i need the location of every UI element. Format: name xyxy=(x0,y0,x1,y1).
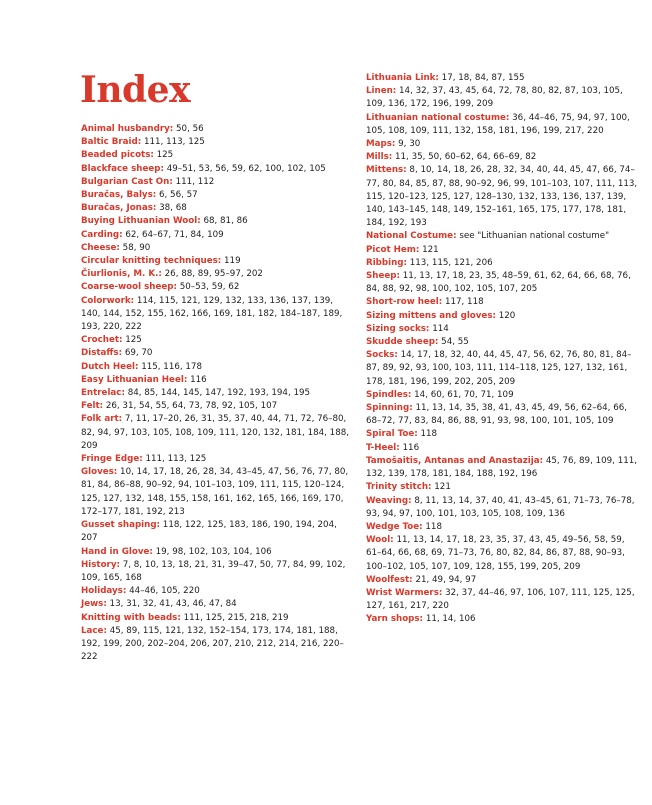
index-term: Easy Lithuanian Heel: xyxy=(81,374,188,385)
index-pages: 111, 113, 125 xyxy=(145,454,207,465)
index-entry xyxy=(81,189,353,202)
index-pages: 14, 32, 37, 43, 45, 64, 72, 78, 80, 82, 87, 103, 105, 109, 136, 172, 196, 199, 209 xyxy=(366,86,623,110)
index-term: Lithuanian national costume: xyxy=(366,112,510,123)
index-term: Gusset shaping: xyxy=(81,520,161,531)
index-pages: 44–46, 105, 220 xyxy=(129,586,200,597)
index-pages: 7, 8, 10, 13, 18, 21, 31, 39–47, 50, 77, 84, 99, 102, 109, 165, 168 xyxy=(81,559,346,583)
index-pages: 21, 49, 94, 97 xyxy=(415,574,477,585)
index-pages: 14, 17, 18, 32, 40, 44, 45, 47, 56, 62, 76, 80, 81, 84–87, 89, 92, 93, 100, 103, 111, 114–118, 125, 127, 132, 161, 178, 181, 196, 199, 202, 205, 209 xyxy=(366,350,632,387)
index-pages: 17, 18, 84, 87, 155 xyxy=(441,73,525,83)
index-term: Yarn shops: xyxy=(366,614,424,625)
index-entry xyxy=(81,519,353,545)
index-term: Knitting with beads: xyxy=(81,612,181,623)
index-pages: 6, 56, 57 xyxy=(159,190,198,201)
index-entry xyxy=(81,585,353,598)
index-entry xyxy=(366,613,638,626)
index-pages: 125 xyxy=(125,335,142,346)
index-term: Spindles: xyxy=(366,389,412,400)
index-entry xyxy=(366,534,638,574)
index-entry xyxy=(81,387,353,400)
index-term: Mills: xyxy=(366,152,393,163)
index-entry xyxy=(366,323,638,336)
index-term: Coarse-wool sheep: xyxy=(81,282,177,293)
index-entry xyxy=(81,625,353,665)
index-pages: 69, 70 xyxy=(124,348,153,359)
index-pages: 50, 56 xyxy=(176,124,204,134)
index-term: Sheep: xyxy=(366,271,400,282)
index-pages: 38, 68 xyxy=(159,203,187,214)
index-column-left xyxy=(81,123,353,664)
index-pages: 7, 11, 17–20, 26, 31, 35, 37, 40, 44, 71, 72, 76–80, 82, 94, 97, 103, 105, 108, 109, 111, 120, 132, 181, 184, 188, 209 xyxy=(81,414,350,451)
index-entry xyxy=(81,163,353,176)
index-pages: 111, 125, 215, 218, 219 xyxy=(183,612,289,623)
index-pages: 115, 116, 178 xyxy=(141,361,202,372)
index-pages: 118 xyxy=(420,429,438,440)
index-pages: 11, 13, 17, 18, 23, 35, 48–59, 61, 62, 64, 66, 68, 76, 84, 88, 92, 98, 100, 102, 105, 107, 205 xyxy=(366,271,631,295)
index-pages: 50–53, 59, 62 xyxy=(179,282,240,293)
index-pages: 32, 37, 44–46, 97, 106, 107, 111, 125, 125, 127, 161, 217, 220 xyxy=(366,587,635,612)
index-pages: 26, 31, 54, 55, 64, 73, 78, 92, 105, 107 xyxy=(105,401,278,412)
index-entry xyxy=(81,281,353,294)
index-pages: 9, 30 xyxy=(398,139,421,150)
index-pages: 11, 14, 106 xyxy=(425,614,476,625)
index-entry xyxy=(366,574,638,587)
index-term: Entrelac: xyxy=(81,388,125,399)
index-pages: 62, 64–67, 71, 84, 109 xyxy=(125,229,224,240)
index-pages: 11, 13, 14, 17, 18, 23, 35, 37, 43, 45, 49–56, 58, 59, 61–64, 66, 68, 69, 71–73, 76, 80, 82, 84, 86, 87, 88, 90–93, 100–102, 105, 107, 109, 128, 155, 199, 205, 209 xyxy=(366,535,625,572)
index-pages: 120 xyxy=(498,310,516,321)
index-pages: 26, 88, 89, 95–97, 202 xyxy=(164,269,263,280)
index-entry xyxy=(366,587,638,613)
index-term: National Costume: xyxy=(366,231,457,242)
index-pages: see "Lithuanian national costume" xyxy=(459,231,610,242)
index-entry xyxy=(81,149,353,162)
index-entry xyxy=(366,442,638,455)
index-term: Bulgarian Cast On: xyxy=(81,176,173,187)
index-pages: 118, 122, 125, 183, 186, 190, 194, 204, 207 xyxy=(81,520,337,544)
index-term: Picot Hem: xyxy=(366,244,420,255)
index-entry xyxy=(366,495,638,521)
index-term: Maps: xyxy=(366,139,396,150)
index-pages: 58, 90 xyxy=(122,242,151,253)
index-term: Socks: xyxy=(366,350,398,361)
index-entry xyxy=(81,413,353,453)
index-term: Holidays: xyxy=(81,586,127,597)
index-entry xyxy=(366,428,638,441)
index-term: Fringe Edge: xyxy=(81,454,143,465)
index-pages: 13, 31, 32, 41, 43, 46, 47, 84 xyxy=(109,599,237,610)
index-term: T-Heel: xyxy=(366,442,400,453)
index-entry xyxy=(81,202,353,215)
index-entry xyxy=(366,296,638,309)
index-entry xyxy=(366,481,638,494)
index-term: Lace: xyxy=(81,625,107,636)
index-term: Animal husbandry: xyxy=(81,124,174,134)
index-entry xyxy=(81,453,353,466)
index-pages: 11, 35, 50, 60–62, 64, 66–69, 82 xyxy=(395,152,537,163)
index-term: Wool: xyxy=(366,535,394,546)
index-entry xyxy=(81,176,353,189)
index-entry xyxy=(81,334,353,347)
index-entry xyxy=(366,257,638,270)
index-pages: 8, 10, 14, 18, 26, 28, 32, 34, 40, 44, 45, 47, 66, 74–77, 80, 84, 85, 87, 88, 90–92, 96, 99, 101–103, 107, 111, 113, 115, 120–123, 125, 127, 128–130, 132, 133, 136, 137, 139, 140, 143–145, 148, 149, 152–161, 165, 175, 177, 178, 181, 184, 192, 193 xyxy=(366,165,638,229)
index-entry xyxy=(81,546,353,559)
index-term: History: xyxy=(81,559,120,570)
index-pages: 11, 13, 14, 35, 38, 41, 43, 45, 49, 56, 62–64, 66, 68–72, 77, 83, 84, 86, 88, 91, 93, 98, 100, 101, 105, 109 xyxy=(366,403,628,427)
index-entry xyxy=(366,244,638,257)
index-pages: 119 xyxy=(224,256,241,267)
index-pages: 49–51, 53, 56, 59, 62, 100, 102, 105 xyxy=(166,163,326,174)
index-term: Mittens: xyxy=(366,165,407,176)
index-pages: 45, 89, 115, 121, 132, 152–154, 173, 174, 181, 188, 192, 199, 200, 202–204, 206, 207, 210, 212, 214, 216, 220–222 xyxy=(81,625,344,663)
index-pages: 10, 14, 17, 18, 26, 28, 34, 43–45, 47, 56, 76, 77, 80, 81, 84, 86–88, 90–92, 94, 101–103, 109, 111, 115, 120–124, 125, 127, 132, 148, 155, 158, 161, 162, 165, 166, 169, 170, 172–177, 181, 192, 213 xyxy=(81,467,349,517)
index-pages: 45, 76, 89, 109, 111, 132, 139, 178, 181, 184, 188, 192, 196 xyxy=(366,455,638,480)
index-term: Wrist Warmers: xyxy=(366,587,443,598)
index-entry xyxy=(81,361,353,374)
index-term: Jews: xyxy=(81,599,107,610)
index-term: Weaving: xyxy=(366,495,412,506)
index-term: Wedge Toe: xyxy=(366,521,423,532)
index-pages: 118 xyxy=(425,521,442,532)
index-pages: 121 xyxy=(434,482,451,493)
index-term: Spiral Toe: xyxy=(366,429,418,440)
index-pages: 121 xyxy=(422,244,439,255)
index-term: Hand in Glove: xyxy=(81,546,153,557)
page-title: Index xyxy=(80,69,191,111)
index-term: Sizing socks: xyxy=(366,323,430,334)
index-entry xyxy=(366,112,638,138)
index-entry xyxy=(366,270,638,296)
index-pages: 19, 98, 102, 103, 104, 106 xyxy=(155,546,272,557)
index-pages: 111, 112 xyxy=(175,176,215,187)
index-pages: 111, 113, 125 xyxy=(143,137,205,148)
index-pages: 125 xyxy=(156,150,174,161)
index-entry xyxy=(81,466,353,519)
index-pages: 114 xyxy=(432,323,449,334)
index-entry xyxy=(81,295,353,335)
index-pages: 8, 11, 13, 14, 37, 40, 41, 43–45, 61, 71–73, 76–78, 93, 94, 97, 100, 101, 103, 105, 108, 109, 136 xyxy=(366,495,635,519)
index-entry xyxy=(81,136,353,149)
index-entry xyxy=(366,336,638,349)
index-pages: 14, 60, 61, 70, 71, 109 xyxy=(414,389,514,400)
index-term: Linen: xyxy=(366,86,397,97)
index-entry xyxy=(81,229,353,242)
index-term: Felt: xyxy=(81,401,104,412)
index-pages: 113, 115, 121, 206 xyxy=(409,257,493,268)
index-entry xyxy=(366,310,638,323)
index-term: Woolfest: xyxy=(366,574,413,585)
index-entry xyxy=(81,215,353,228)
index-term: Buračas, Balys: xyxy=(81,190,157,201)
index-term: Folk art: xyxy=(81,414,123,425)
index-term: Skudde sheep: xyxy=(366,337,439,348)
index-entry xyxy=(366,151,638,164)
index-term: Gloves: xyxy=(81,467,118,478)
index-term: Buying Lithuanian Wool: xyxy=(81,216,201,227)
index-term: Tamošaitis, Antanas and Anastazija: xyxy=(366,455,544,466)
index-entry xyxy=(366,402,638,428)
index-pages: 36, 44–46, 75, 94, 97, 100, 105, 108, 109, 111, 132, 158, 181, 196, 199, 217, 220 xyxy=(366,112,630,136)
index-entry xyxy=(81,559,353,585)
index-entry xyxy=(366,164,638,230)
index-entry xyxy=(366,138,638,151)
index-term: Sizing mittens and gloves: xyxy=(366,310,496,321)
index-entry xyxy=(81,374,353,387)
index-entry xyxy=(81,612,353,625)
index-pages: 116 xyxy=(402,442,420,453)
index-entry xyxy=(366,455,638,481)
index-pages: 84, 85, 144, 145, 147, 192, 193, 194, 195 xyxy=(127,388,311,399)
index-term: Distaffs: xyxy=(81,348,123,359)
index-term: Cheese: xyxy=(81,242,120,253)
index-entry xyxy=(366,349,638,389)
index-entry xyxy=(366,72,638,85)
index-entry xyxy=(81,598,353,611)
index-entry xyxy=(366,521,638,534)
index-pages: 114, 115, 121, 129, 132, 133, 136, 137, 139, 140, 144, 152, 155, 162, 166, 169, 181, 182, 184–187, 189, 193, 220, 222 xyxy=(81,295,343,333)
index-entry xyxy=(366,85,638,111)
index-pages: 54, 55 xyxy=(441,337,469,348)
index-term: Buračas, Jonas: xyxy=(81,203,157,214)
index-term: Trinity stitch: xyxy=(366,482,432,493)
index-entry xyxy=(81,123,353,136)
index-entry xyxy=(366,389,638,402)
index-term: Čiurlionis, M. K.: xyxy=(81,269,162,280)
index-term: Lithuania Link: xyxy=(366,73,439,83)
index-term: Blackface sheep: xyxy=(81,163,164,174)
index-entry xyxy=(81,347,353,360)
index-column-right xyxy=(366,72,638,627)
index-term: Carding: xyxy=(81,229,123,240)
index-entry xyxy=(81,400,353,413)
index-entry xyxy=(81,255,353,268)
index-entry xyxy=(81,268,353,281)
index-pages: 116 xyxy=(190,374,207,385)
index-term: Circular knitting techniques: xyxy=(81,256,222,267)
index-pages: 117, 118 xyxy=(444,297,484,308)
index-term: Baltic Braid: xyxy=(81,137,142,148)
index-term: Spinning: xyxy=(366,403,413,414)
index-term: Colorwork: xyxy=(81,295,135,306)
index-term: Crochet: xyxy=(81,335,123,346)
index-term: Dutch Heel: xyxy=(81,361,139,372)
index-entry xyxy=(366,230,638,243)
index-term: Short-row heel: xyxy=(366,297,443,308)
index-entry xyxy=(81,242,353,255)
index-term: Beaded picots: xyxy=(81,150,154,161)
index-term: Ribbing: xyxy=(366,257,407,268)
index-pages: 68, 81, 86 xyxy=(203,216,248,227)
